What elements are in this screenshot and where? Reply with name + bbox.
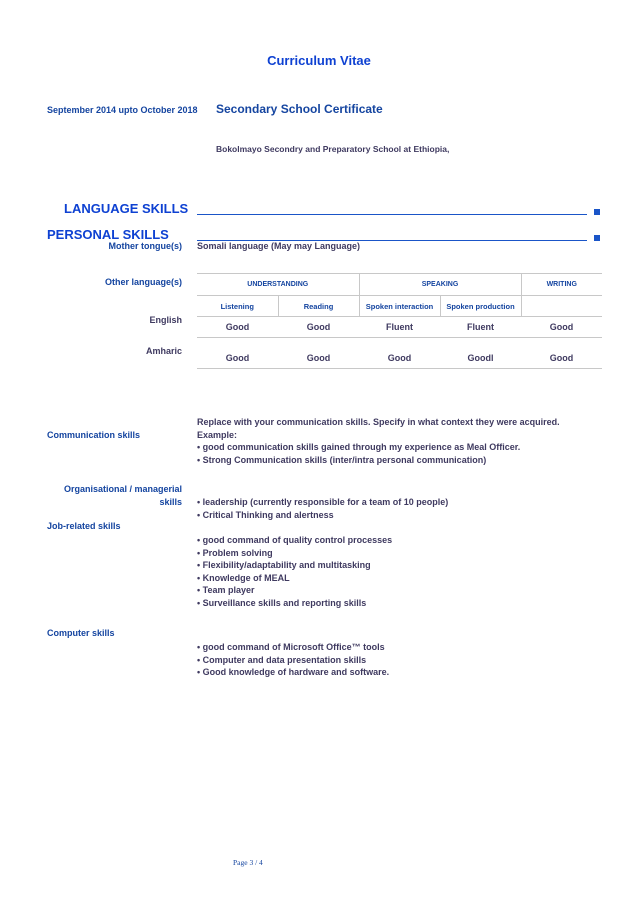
organisational-label-line: skills [159, 496, 182, 507]
list-item: • Surveillance skills and reporting skills [197, 597, 367, 608]
computer-skills-list [197, 641, 597, 679]
subheader-spoken-interaction: Spoken interaction [359, 296, 440, 317]
list-item: • Flexibility/adaptability and multitasking [197, 560, 371, 571]
language-skills-heading: LANGUAGE SKILLS [64, 201, 189, 216]
group-understanding: UNDERSTANDING [197, 274, 359, 296]
list-item: • good communication skills gained through my experience as Meal Officer. [197, 442, 521, 453]
subheader-writing [521, 296, 602, 317]
english-spoken-interaction: Fluent [359, 317, 440, 338]
personal-skills-heading: PERSONAL SKILLS [47, 227, 169, 242]
education-certificate: Secondary School Certificate [216, 102, 383, 116]
list-item: • good command of Microsoft Office™ tools [197, 642, 385, 652]
communication-skills-label: Communication skills [47, 430, 141, 440]
list-item: • leadership (currently responsible for a team of 10 people) [197, 497, 449, 507]
section-marker [594, 235, 600, 241]
page-number: Page 3 / 4 [233, 858, 263, 867]
organisational-skills-list [197, 496, 597, 521]
section-marker [594, 209, 600, 215]
education-date: September 2014 upto October 2018 [47, 105, 198, 115]
list-item: Replace with your communication skills. Specify in what context they were acquired. [197, 417, 560, 427]
amharic-writing: Good [521, 348, 602, 369]
job-related-skills-label: Job-related skills [47, 521, 121, 531]
mother-tongue-value: Somali language (May may Language) [197, 241, 361, 251]
other-languages-label: Other language(s) [104, 277, 182, 287]
list-item: • Team player [197, 585, 255, 596]
list-item: Example: [197, 429, 238, 440]
amharic-reading: Good [278, 348, 359, 369]
section-rule [197, 214, 587, 215]
list-item: • Computer and data presentation skills [197, 654, 367, 665]
list-item: • Good knowledge of hardware and software. [197, 667, 390, 678]
list-item: • good command of quality control processes [197, 535, 393, 545]
document-title: Curriculum Vitae [267, 53, 371, 68]
education-school: Bokolmayo Secondry and Preparatory School at Ethiopia, [216, 144, 450, 154]
table-row [197, 317, 602, 338]
amharic-listening: Good [197, 348, 278, 369]
organisational-label-line: Organisational / managerial [63, 484, 182, 494]
mother-tongue-label: Mother tongue(s) [108, 241, 182, 251]
list-item: • Knowledge of MEAL [197, 572, 290, 583]
organisational-skills-label [40, 483, 182, 508]
job-related-skills-list [197, 534, 597, 610]
language-table [197, 273, 602, 369]
english-writing: Good [521, 317, 602, 338]
english-reading: Good [278, 317, 359, 338]
computer-skills-label: Computer skills [47, 628, 115, 638]
amharic-spoken-production: Goodl [440, 348, 521, 369]
english-listening: Good [197, 317, 278, 338]
list-item: • Strong Communication skills (inter/intra personal communication) [197, 454, 487, 465]
table-row [197, 348, 602, 369]
language-name-amharic: Amharic [145, 346, 182, 356]
subheader-reading: Reading [278, 296, 359, 317]
subheader-listening: Listening [197, 296, 278, 317]
list-item: • Critical Thinking and alertness [197, 509, 334, 520]
english-spoken-production: Fluent [440, 317, 521, 338]
communication-skills-list [197, 416, 597, 466]
language-table-subheader-row [197, 296, 602, 317]
list-item: • Problem solving [197, 547, 273, 558]
language-name-english: English [149, 315, 182, 325]
group-writing: WRITING [521, 274, 602, 296]
amharic-spoken-interaction: Good [359, 348, 440, 369]
language-table-group-row [197, 274, 602, 296]
group-speaking: SPEAKING [359, 274, 521, 296]
subheader-spoken-production: Spoken production [440, 296, 521, 317]
